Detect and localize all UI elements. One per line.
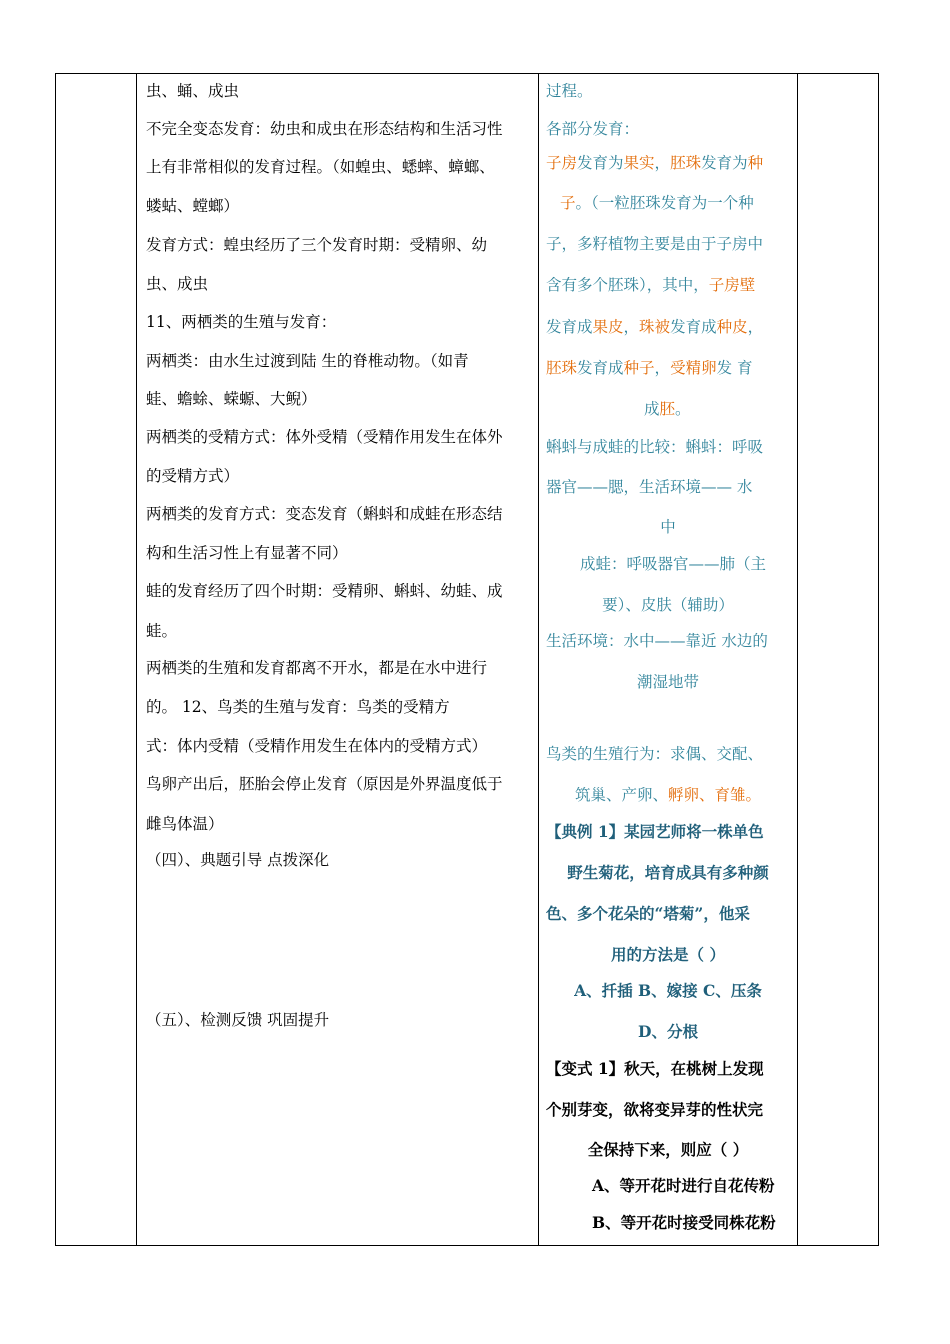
activity-line: 生活环境：水中——靠近 水边的: [546, 632, 768, 650]
variant-option: B、等开花时接受同株花粉: [592, 1213, 776, 1232]
content-line: 两栖类：由水生过渡到陆 生的脊椎动物。（如青: [146, 352, 469, 370]
activity-line: 胚珠发育成种子，受精卵发 育: [546, 359, 753, 377]
section-heading: （四）、典题引导 点拨深化: [146, 851, 330, 869]
activity-line: 器官——腮，生活环境—— 水: [546, 478, 753, 496]
lesson-table: [55, 73, 879, 1246]
activity-line: 子房发育为果实，胚珠发育为种: [546, 154, 764, 172]
content-line: 鸟卵产出后，胚胎会停止发育（原因是外界温度低于: [146, 775, 503, 793]
activity-line: 中: [660, 518, 676, 536]
section-heading: 11、两栖类的生殖与发育：: [146, 313, 337, 331]
example-question: 【典例 1】某园艺师将一株单色: [546, 822, 764, 841]
content-line: 上有非常相似的发育过程。（如蝗虫、蟋蟀、蟑螂、: [146, 158, 495, 176]
activity-line: 子。（一粒胚珠发育为一个种: [560, 194, 754, 212]
content-line: 虫、蛹、成虫: [146, 82, 240, 100]
activity-line: 鸟类的生殖行为：求偶、交配、: [546, 745, 764, 763]
activity-line: 成胚。: [644, 400, 691, 418]
column-divider-3: [797, 74, 798, 1245]
content-line: 蛙。: [146, 622, 178, 640]
content-line: 蛙的发育经历了四个时期：受精卵、蝌蚪、幼蛙、成: [146, 582, 503, 600]
content-line: 两栖类的受精方式：体外受精（受精作用发生在体外: [146, 428, 503, 446]
activity-line: 要）、皮肤（辅助）: [602, 596, 734, 614]
content-line: 两栖类的发育方式：变态发育（蝌蚪和成蛙在形态结: [146, 505, 503, 523]
content-line: 的。 12、鸟类的生殖与发育：鸟类的受精方: [146, 698, 450, 716]
activity-line: 成蛙：呼吸器官——肺（主: [580, 555, 767, 573]
content-line: 蛙、蟾蜍、蝾螈、大鲵）: [146, 390, 317, 408]
example-question: 用的方法是（ ）: [611, 945, 725, 964]
content-line: 蝼蛄、螳螂）: [146, 197, 240, 215]
section-heading: （五）、检测反馈 巩固提升: [146, 1011, 330, 1029]
column-divider-1: [136, 74, 137, 1245]
activity-line: 各部分发育：: [546, 120, 640, 138]
example-options: A、扦插 B、嫁接 C、压条: [574, 981, 762, 1000]
activity-line: 子，多籽植物主要是由于子房中: [546, 235, 764, 253]
content-line: 不完全变态发育：幼虫和成虫在形态结构和生活习性: [146, 120, 503, 138]
content-line: 雌鸟体温）: [146, 815, 224, 833]
activity-line: 含有多个胚珠），其中，子房壁: [546, 276, 756, 294]
content-line: 发育方式：蝗虫经历了三个发育时期：受精卵、幼: [146, 236, 488, 254]
activity-line: 过程。: [546, 82, 593, 100]
content-line: 两栖类的生殖和发育都离不开水，都是在水中进行: [146, 659, 488, 677]
activity-line: 发育成果皮，珠被发育成种皮，: [546, 318, 764, 336]
variant-question: 全保持下来，则应（ ）: [587, 1140, 749, 1159]
example-question: 野生菊花，培育成具有多种颜: [567, 863, 769, 882]
variant-option: A、等开花时进行自花传粉: [592, 1176, 775, 1195]
variant-question: 个别芽变，欲将变异芽的性状完: [546, 1100, 764, 1119]
variant-question: 【变式 1】秋天，在桃树上发现: [546, 1059, 764, 1078]
activity-line: 蝌蚪与成蛙的比较：蝌蚪：呼吸: [546, 438, 764, 456]
content-line: 式：体内受精（受精作用发生在体内的受精方式）: [146, 737, 488, 755]
content-line: 虫、成虫: [146, 275, 209, 293]
activity-line: 筑巢、产卵、孵卵、育雏。: [574, 786, 762, 804]
activity-line: 潮湿地带: [636, 673, 699, 691]
content-line: 构和生活习性上有显著不同）: [146, 544, 348, 562]
example-question: 色、多个花朵的“塔菊”，他采: [546, 904, 750, 923]
column-divider-2: [538, 74, 539, 1245]
example-options: D、分根: [638, 1022, 698, 1041]
content-line: 的受精方式）: [146, 467, 240, 485]
